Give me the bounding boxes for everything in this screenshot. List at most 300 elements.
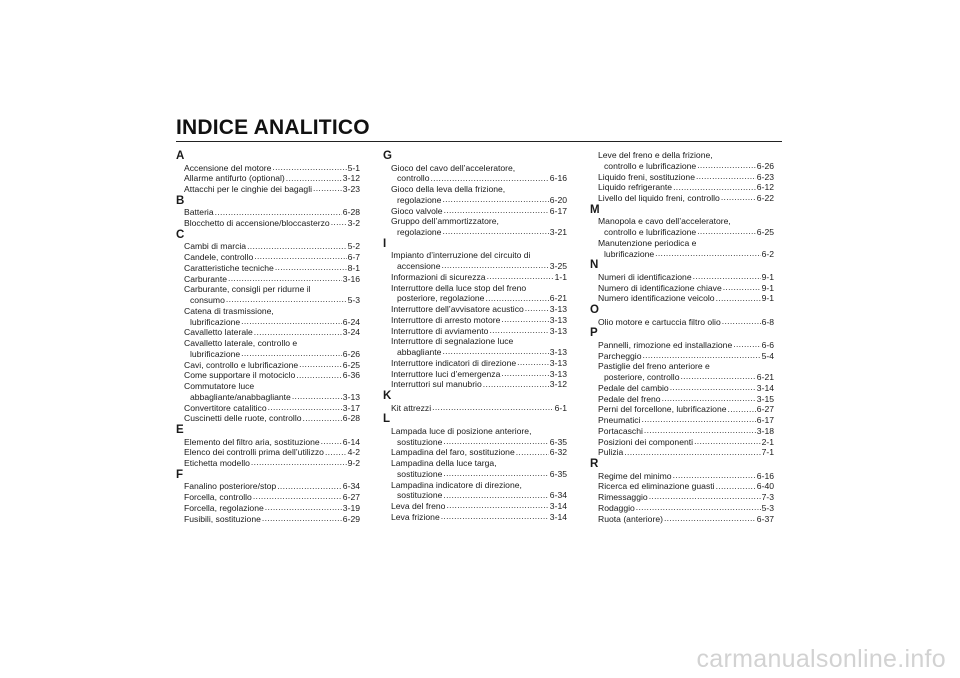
index-entry-text: accensione [397,261,441,271]
index-entry [176,360,360,371]
index-page-number: 6-12 [756,182,774,193]
index-entry-text: posteriore, controllo [604,372,680,382]
index-entry [176,184,360,195]
index-entry-text: Numero di identificazione chiave [598,282,722,293]
dot-leader [325,447,347,455]
index-entry [176,207,360,218]
dot-leader [716,481,756,489]
index-entry [176,370,360,381]
dot-leader [489,326,548,334]
index-entry [176,392,360,403]
dot-leader [296,370,342,378]
dot-leader [525,304,549,312]
index-letter-heading: O [590,304,599,316]
dot-leader [254,327,342,335]
index-page-number: 3-17 [342,402,360,413]
dot-leader [644,426,756,434]
dot-leader [723,283,761,291]
index-entry [383,206,567,217]
index-page-number: 6-14 [342,436,360,447]
index-entry-text: Come supportare il motociclo [184,370,296,381]
dot-leader [241,317,342,325]
index-page-number: 3-23 [342,184,360,194]
dot-leader [228,274,342,282]
dot-leader [441,512,549,520]
index-entry-text: regolazione [397,227,442,237]
index-entry-text: Elenco dei controlli prima dell’utilizzo [184,447,324,458]
index-page-number: 3-21 [549,227,567,237]
index-entry-text: Forcella, controllo [184,492,252,502]
dot-leader [642,415,756,423]
index-entry [590,272,774,283]
dot-leader [624,447,760,455]
index-entry [383,173,567,184]
index-entry-text: sostituzione [397,490,443,501]
index-page-number: 8-1 [347,262,360,273]
index-entry-text: Lampadina indicatore di direzione, [391,479,522,490]
dot-leader [642,351,760,359]
index-entry-text: Interruttore di avviamento [391,325,489,336]
index-entry-text: Pneumatici [598,415,641,425]
title-divider [176,141,782,142]
index-entry-text: Leva frizione [391,511,440,522]
dot-leader [430,173,548,181]
watermark: carmanualsonline.info [696,645,946,673]
index-page-number: 2-1 [761,436,774,447]
index-entry-text: Rodaggio [598,502,635,513]
dot-leader [696,172,756,180]
index-entry [176,447,360,458]
index-entry [383,293,567,304]
index-entry [383,304,567,315]
index-page-number: 6-25 [342,359,360,370]
index-entry-text: Cavalletto laterale, controllo e [184,338,298,348]
index-entry-text: Manopola e cavo dell’acceleratore, [598,216,731,227]
dot-leader [636,503,761,511]
dot-leader [501,315,548,323]
dot-leader [716,293,761,301]
index-entry [176,252,360,263]
index-entry-text: Ruota (anteriore) [598,513,663,524]
index-letter-heading: A [176,150,185,162]
index-page-number: 6-26 [756,160,774,171]
index-page-number: 6-27 [756,404,774,415]
index-entry-text: Pastiglie del freno anteriore e [598,361,710,372]
dot-leader [253,492,342,500]
index-entry [176,173,360,184]
index-entry-text: Interruttore di arresto motore [391,314,501,325]
index-letter-heading: F [176,468,184,481]
index-entry-text: Gioco valvole [391,205,443,216]
index-page-number: 9-1 [761,271,774,282]
index-page-number: 6-26 [342,348,360,359]
dot-leader [254,252,346,260]
index-letter-heading: L [383,413,391,426]
index-entry [590,227,774,238]
dot-leader [247,241,346,249]
dot-leader [443,437,548,445]
index-entry [176,241,360,252]
index-entry-text: Interruttore indicatori di direzione [391,357,517,368]
index-entry-text: abbagliante/anabbagliante [190,391,291,402]
index-entry [590,437,774,448]
dot-leader [441,261,548,269]
dot-leader [268,403,342,411]
dot-leader [442,227,548,235]
dot-leader [275,263,347,271]
index-entry [590,172,774,183]
dot-leader [680,372,755,380]
dot-leader [697,227,756,235]
index-entry [590,492,774,503]
index-entry [383,501,567,512]
index-page-number: 6-23 [756,171,774,182]
index-page-number: 3-14 [549,501,567,511]
index-entry [590,351,774,362]
index-entry [590,161,774,172]
index-page-number: 3-25 [549,261,567,271]
dot-leader [251,458,347,466]
index-entry-text: Interruttore della luce stop del freno [391,282,527,293]
dot-leader [649,492,761,500]
index-page-number: 5-1 [347,162,360,173]
dot-leader [443,490,548,498]
index-entry-text: Gioco del cavo dell’acceleratore, [391,162,516,173]
index-entry-text: Ricerca ed eliminazione guasti [598,481,715,492]
dot-leader [662,394,756,402]
dot-leader [443,469,548,477]
index-entry-text: Liquido refrigerante [598,182,673,193]
index-page-number: 6-40 [756,481,774,492]
index-entry-text: Posizioni dei componenti [598,436,694,447]
index-letter-heading: K [383,390,392,402]
dot-leader [487,272,554,280]
index-entry [176,274,360,285]
dot-leader [226,295,347,303]
index-page-number: 5-3 [761,502,774,513]
index-entry [590,293,774,304]
index-entry [176,349,360,360]
dot-leader [517,358,549,366]
index-entry-text: Caratteristiche tecniche [184,262,274,273]
index-entry-text: Accensione del motore [184,162,272,173]
index-entry-text: Candele, controllo [184,252,254,262]
index-entry [383,512,567,523]
dot-leader [673,471,756,479]
index-page-number: 6-34 [549,490,567,501]
index-entry-text: Allarme antifurto (optional) [184,173,285,184]
index-page-number: 9-2 [347,458,360,468]
index-entry [590,426,774,437]
index-page-number: 3-13 [549,347,567,357]
index-entry-text: Cavalletto laterale [184,327,253,338]
dot-leader [728,404,756,412]
index-entry-text: Fanalino posteriore/stop [184,481,277,492]
index-page-number: 1-1 [554,271,567,282]
index-page-number: 7-1 [761,447,774,458]
index-entry-text: abbagliante [397,347,442,357]
index-entry-text: regolazione [397,194,442,205]
index-entry [590,481,774,492]
index-entry-text: Numeri di identificazione [598,271,692,282]
index-entry [590,415,774,426]
index-page-number: 6-21 [756,372,774,382]
index-page-number: 3-13 [342,391,360,402]
index-entry-text: Carburante [184,273,227,284]
index-entry-text: Cambi di marcia [184,241,247,252]
index-entry-text: Lampadina del faro, sostituzione [391,447,515,458]
index-entry [176,327,360,338]
index-column-3 [590,150,774,524]
index-entry [383,437,567,448]
dot-leader [722,317,761,325]
dot-leader [442,347,548,355]
dot-leader [442,195,548,203]
index-entry-text: Commutatore luce [184,381,255,391]
index-page-number: 3-13 [549,314,567,325]
index-entry-text: Attacchi per le cinghie dei bagagli [184,184,313,194]
index-entry-text: Manutenzione periodica e [598,237,697,248]
index-letter-heading: P [590,327,598,340]
dot-leader [697,161,756,169]
index-page-number: 6-2 [761,248,774,259]
index-entry-text: Lampada luce di posizione anteriore, [391,425,532,436]
index-entry [383,227,567,238]
dot-leader [303,413,342,421]
index-entry [176,492,360,503]
index-page-number: 6-20 [549,194,567,205]
dot-leader [501,369,548,377]
index-entry [383,272,567,283]
index-entry [383,315,567,326]
index-page-number: 5-3 [347,295,360,305]
index-entry-text: Blocchetto di accensione/bloccasterzo [184,218,330,228]
dot-leader [292,392,342,400]
dot-leader [655,249,760,257]
index-entry-text: Rimessaggio [598,492,648,502]
index-page-number: 6-29 [342,513,360,524]
index-entry-text: Forcella, regolazione [184,502,264,513]
index-page-number: 6-28 [342,207,360,218]
index-page-number: 6-1 [554,402,567,413]
index-entry [590,249,774,260]
index-page-number: 6-7 [347,252,360,262]
index-letter-heading: I [383,237,387,250]
index-entry-text: Portacaschi [598,425,643,436]
index-page-number: 3-13 [549,304,567,314]
index-entry-text: Etichetta modello [184,458,250,468]
dot-leader [670,383,756,391]
dot-leader [485,293,548,301]
index-page-number: 3-14 [756,382,774,393]
index-page-number: 6-21 [549,293,567,304]
index-page-number: 7-3 [761,492,774,502]
dot-leader [262,514,342,522]
index-entry-text: Kit attrezzi [391,402,432,413]
index-entry [383,261,567,272]
index-page-number: 6-28 [342,413,360,424]
index-page-number: 3-12 [549,379,567,390]
index-letter-heading: C [176,228,185,241]
index-page-number: 3-2 [347,218,360,228]
dot-leader [286,173,342,181]
dot-leader [444,206,549,214]
index-entry-text: Gruppo dell’ammortizzatore, [391,216,499,227]
index-page-number: 6-8 [761,316,774,327]
index-page-number: 3-16 [342,273,360,284]
index-entry [176,263,360,274]
index-entry-text: Cuscinetti delle ruote, controllo [184,413,302,424]
index-entry-text: Livello del liquido freni, controllo [598,193,720,203]
index-entry-text: Leva del freno [391,501,446,511]
index-entry-text: sostituzione [397,436,443,447]
dot-leader [693,272,761,280]
index-page-number: 3-13 [549,368,567,379]
index-page-number: 3-18 [756,425,774,436]
index-entry-text: Olio motore e cartuccia filtro olio [598,316,721,327]
index-entry-text: Elemento del filtro aria, sostituzione [184,436,320,447]
index-entry [383,447,567,458]
index-entry [590,503,774,514]
dot-leader [733,340,760,348]
index-entry [176,218,360,229]
index-page-number: 6-25 [756,227,774,237]
index-entry [176,481,360,492]
index-entry-text: sostituzione [397,468,443,479]
index-page-number: 6-35 [549,436,567,447]
index-entry [383,369,567,380]
index-page-number: 6-16 [549,173,567,184]
index-entry-text: Pedale del freno [598,393,661,404]
page-title: INDICE ANALITICO [176,116,370,139]
index-page-number: 3-14 [549,511,567,522]
dot-leader [673,182,756,190]
dot-leader [241,349,342,357]
index-entry-text: lubrificazione [604,248,655,259]
index-page-number: 6-6 [761,339,774,350]
dot-leader [321,437,342,445]
index-entry [383,403,567,414]
index-page-number: 3-24 [342,327,360,338]
index-entry-text: Interruttore dell’avvisatore acustico [391,304,524,314]
index-entry [590,340,774,351]
index-entry [176,437,360,448]
index-page-number: 6-17 [756,415,774,425]
index-page-number: 9-1 [761,293,774,304]
index-entry [383,195,567,206]
dot-leader [721,193,756,201]
index-entry [590,471,774,482]
index-page-number: 3-15 [756,393,774,404]
index-page-number: 5-2 [347,241,360,252]
index-entry-text: lubrificazione [190,316,241,327]
index-entry-text: Pedale del cambio [598,382,669,393]
dot-leader [516,447,549,455]
index-entry-text: Pulizia [598,447,624,458]
dot-leader [483,379,549,387]
index-page-number: 3-12 [342,173,360,184]
index-entry-text: Catena di trasmissione, [184,305,274,316]
index-entry-text: consumo [190,295,225,305]
index-page-number: 6-35 [549,468,567,479]
index-entry [176,503,360,514]
index-letter-heading: B [176,194,185,207]
index-entry-text: Parcheggio [598,350,642,361]
index-entry-text: lubrificazione [190,348,241,359]
index-entry-text: Fusibili, sostituzione [184,513,261,524]
index-page-number: 6-27 [342,492,360,502]
index-page-number: 5-4 [761,350,774,361]
index-page-number: 6-17 [549,205,567,216]
index-entry [590,372,774,383]
index-page-number: 3-19 [342,502,360,513]
index-page-number: 6-37 [756,513,774,524]
dot-leader [446,501,548,509]
dot-leader [272,163,346,171]
index-page-number: 6-22 [756,193,774,203]
index-entry [176,403,360,414]
dot-leader [313,184,342,192]
index-entry [176,295,360,306]
index-letter-heading: M [590,203,600,216]
index-page-number: 3-13 [549,325,567,336]
index-entry [590,514,774,525]
index-entry [176,317,360,328]
index-entry-text: Impianto d’interruzione del circuito di [391,250,531,261]
index-entry-text: Leve del freno e della frizione, [598,150,713,160]
index-entry [590,182,774,193]
index-entry-text: Gioco della leva della frizione, [391,184,506,194]
dot-leader [215,207,342,215]
index-entry-text: controllo e lubrificazione [604,227,697,237]
index-entry [383,490,567,501]
index-column-1 [176,150,360,524]
index-entry [176,413,360,424]
index-page-number: 6-16 [756,470,774,481]
index-entry-text: Informazioni di sicurezza [391,271,486,282]
index-entry [590,193,774,204]
index-entry-text: controllo [397,173,430,184]
index-page-number: 6-24 [342,316,360,327]
index-column-2 [383,150,567,523]
index-entry-text: Regime del minimo [598,470,672,481]
index-entry-text: posteriore, regolazione [397,293,485,304]
index-entry [590,394,774,405]
index-entry [383,379,567,390]
index-entry [176,458,360,469]
dot-leader [277,481,342,489]
index-entry [590,317,774,328]
index-entry [590,283,774,294]
index-entry-text: Cavi, controllo e lubrificazione [184,359,299,370]
dot-leader [694,437,761,445]
index-letter-heading: G [383,150,392,162]
index-entry-text: Lampadina della luce targa, [391,458,497,468]
index-page-number: 4-2 [347,447,360,458]
index-entry-text: Pannelli, rimozione ed installazione [598,339,733,350]
index-entry-text: Numero identificazione veicolo [598,293,715,304]
index-entry [176,163,360,174]
dot-leader [265,503,342,511]
index-entry [176,514,360,525]
index-entry [590,447,774,458]
index-entry-text: Convertitore catalitico [184,402,267,413]
dot-leader [664,514,756,522]
index-letter-heading: E [176,424,184,436]
index-entry-text: Interruttori sul manubrio [391,379,482,390]
index-page-number: 3-13 [549,357,567,368]
index-entry-text: Perni del forcellone, lubrificazione [598,404,727,415]
